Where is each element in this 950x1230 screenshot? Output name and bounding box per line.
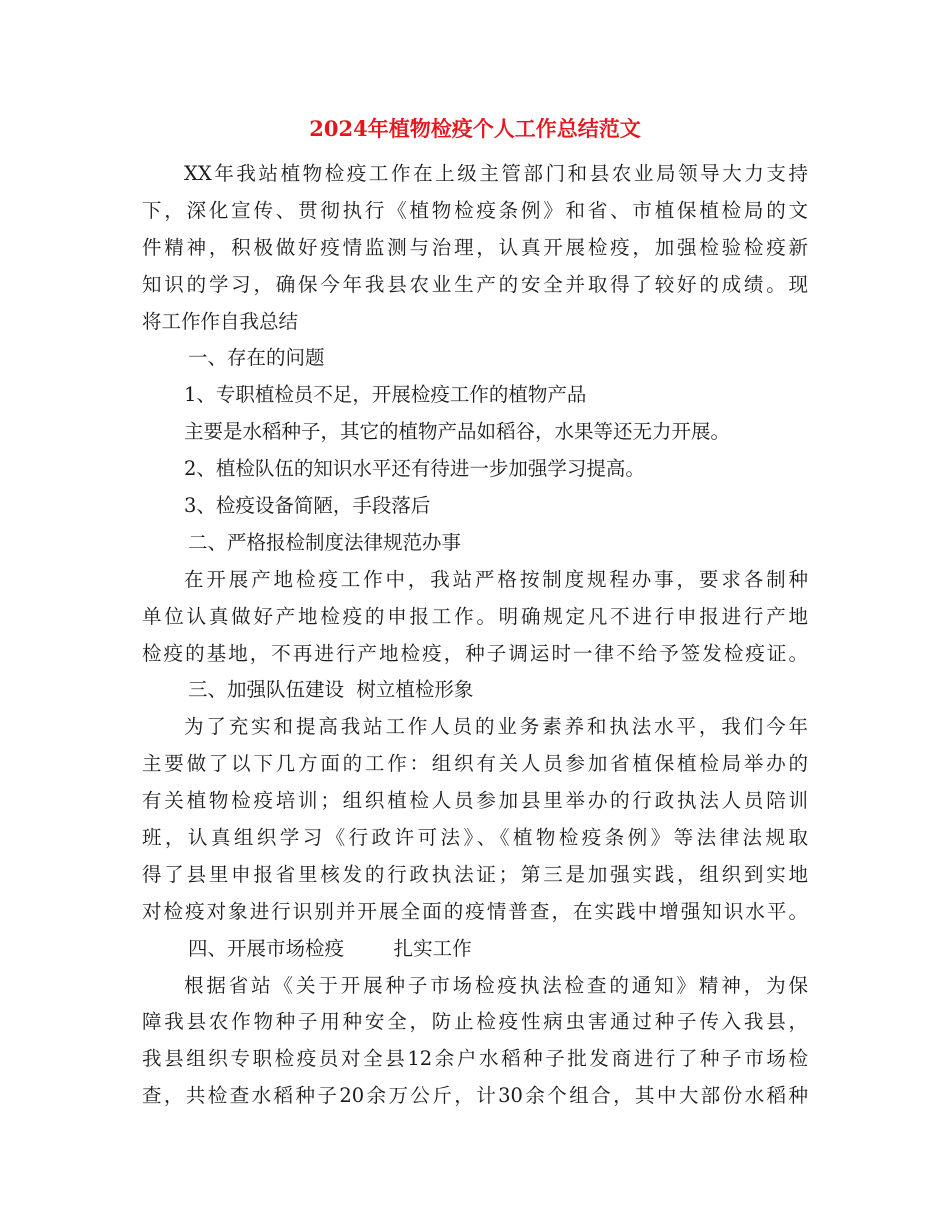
paragraph-line: XX年我站植物检疫工作在上级主管部门和县农业局领导大力支持 (184, 162, 808, 185)
section-heading: 四、开展市场检疫 扎实工作 (188, 936, 472, 960)
document-title: 2024年植物检疫个人工作总结范文 (309, 116, 641, 141)
paragraph-line: 对检疫对象进行识别并开展全面的疫情普查，在实践中增强知识水平。 (142, 899, 808, 923)
paragraph-line: 在开展产地检疫工作中，我站严格按制度规程办事，要求各制种 (184, 567, 808, 591)
section-heading: 一、存在的问题 (188, 346, 325, 370)
paragraph-line: 2、植检队伍的知识水平还有待进一步加强学习提高。 (184, 457, 645, 481)
paragraph-line: 主要做了以下几方面的工作：组织有关人员参加省植保植检局举办的 (142, 752, 808, 776)
paragraph-line: 根据省站《关于开展种子市场检疫执法检查的通知》精神，为保 (184, 973, 808, 997)
paragraph-line: 主要是水稻种子，其它的植物产品如稻谷，水果等还无力开展。 (184, 420, 731, 444)
paragraph-line: 件精神，积极做好疫情监测与治理，认真开展检疫，加强检验检疫新 (142, 235, 808, 259)
paragraph-line: 检疫的基地，不再进行产地检疫，种子调运时一律不给予签发检疫证。 (142, 641, 808, 665)
paragraph-line: 知识的学习，确保今年我县农业生产的安全并取得了较好的成绩。现 (142, 272, 808, 296)
section-heading: 三、加强队伍建设 树立植检形象 (188, 678, 474, 702)
paragraph-line: 为了充实和提高我站工作人员的业务素养和执法水平，我们今年 (184, 715, 808, 739)
paragraph-line: 下，深化宣传、贯彻执行《植物检疫条例》和省、市植保植检局的文 (142, 198, 808, 222)
paragraph-line: 得了县里申报省里核发的行政执法证；第三是加强实践，组织到实地 (142, 862, 808, 886)
paragraph-line: 障我县农作物种子用种安全，防止检疫性病虫害通过种子传入我县， (142, 1010, 808, 1034)
paragraph-line: 有关植物检疫培训；组织植检人员参加县里举办的行政执法人员陪训 (142, 789, 808, 813)
document-body (142, 156, 808, 1115)
paragraph-line: 3、检疫设备简陋，手段落后 (184, 494, 431, 518)
paragraph-line: 将工作作自我总结 (142, 309, 299, 333)
paragraph-line: 我县组织专职检疫员对全县12余户水稻种子批发商进行了种子市场检 (142, 1047, 808, 1071)
paragraph-line: 班，认真组织学习《行政许可法》、《植物检疫条例》等法律法规取 (142, 826, 808, 850)
paragraph-line: 单位认真做好产地检疫的申报工作。明确规定凡不进行申报进行产地 (142, 604, 808, 628)
paragraph-line: 1、专职植检员不足，开展检疫工作的植物产品 (184, 383, 587, 407)
section-heading: 二、严格报检制度法律规范办事 (188, 530, 462, 554)
paragraph-line: 查，共检查水稻种子20余万公斤，计30余个组合，其中大部份水稻种 (142, 1084, 808, 1108)
